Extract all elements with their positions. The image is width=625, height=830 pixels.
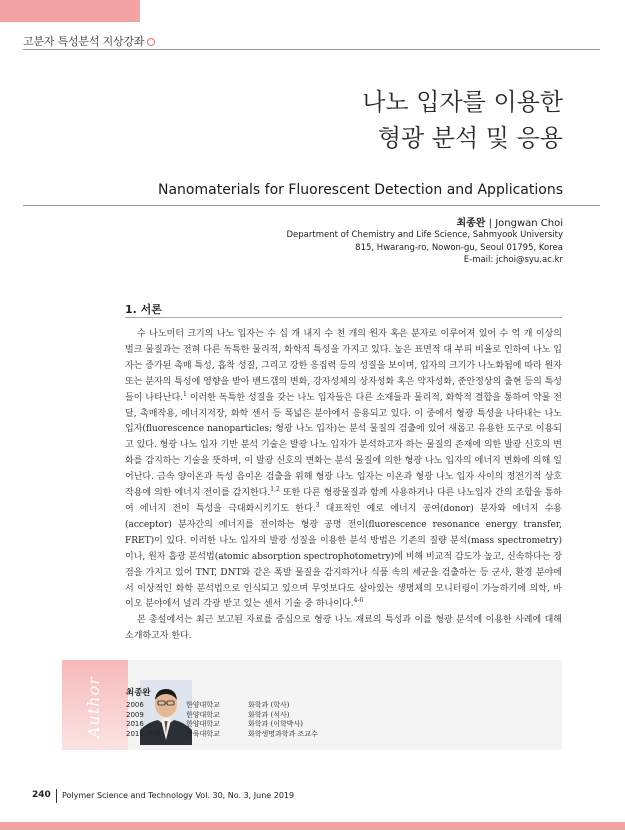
bio-row: 2006 한양대학교 화학과 (학사) xyxy=(126,701,290,709)
author-side-tab xyxy=(62,660,128,750)
author-side-label: Author xyxy=(84,676,103,738)
affiliation-address: 815, Hwarang-ro, Nowon-gu, Seoul 01795, Korea xyxy=(355,242,563,253)
top-divider xyxy=(23,49,600,50)
bio-row: 2016 한양대학교 화학과 (이학박사) xyxy=(126,720,304,729)
korean-title xyxy=(362,84,563,156)
bio-name: 최종완 xyxy=(126,688,151,698)
section-heading: 1. 서론 xyxy=(125,303,162,316)
title-divider xyxy=(23,205,600,206)
circle-bullet-icon xyxy=(147,38,155,46)
corner-accent xyxy=(0,0,140,22)
footer-separator xyxy=(56,789,57,803)
journal-citation: Polymer Science and Technology Vol. 30, No. 3, June 2019 xyxy=(62,791,295,800)
korean-title-line-1: 나노 입자를 이용한 xyxy=(362,88,563,116)
paragraph-1: 수 나노미터 크기의 나노 입자는 수 십 개 내지 수 천 개의 원자 혹은 분자로 이루어져 있어 수 억 개 이상의 벌크 물질과는 전혀 다른 독특한 물리적, 화학적 특성을 가지고 있다. 높은 표면적 대 부피 비율로 인하여 나노 입자는 증가된 촉매 특성, 흡착 성질, 그리고 강한 응집력 등의 성질을 보이며, 입자의 크기가 나노화됨에 따라 원자 또는 분자의 특성에 영향을 받아 밴드갭의 변화, 강자성체의 상자성화 혹은 약자성화, 준안정상의 출현 등의 특성들이 나타난다.$^1$ 이러한 독특한 성질을 갖는 나노 입자들은 다른 소재들과 물리적, 화학적 결합을 통하여 약물 전달, 촉매작용, 에너지저장, 화학 센서 등 폭넓은 분야에서 응용되고 있다. 이 중에서 형광 특성을 나타내는 나노 입자(fluorescence nanoparticles; 형광 나노 입자)는 분석 물질의 검출에 있어 새롭고 유용한 도구로 이용되고 있다. 형광 나노 입자 기반 분석 기술은 발광 나노 입자가 분석하고자 하는 물질의 존재에 의한 발광 신호의 변화를 감지하는 기술을 뜻하며, 이 발광 신호의 변화는 분석 물질에 의한 형광 나노 입자의 에너지 변화에 의해 일어난다. 금속 양이온과 독성 음이온 검출을 위해 형광 나노 입자는 이온과 형광 나노 입자 사이의 정전기적 상호작용에 의한 에너지 전이를 감지한다.$^{1,2}$ 또한 다른 형광물질과 함께 사용하거나 다른 나노입자 간의 조합을 통하여 에너지 전이 특성을 극대화시키기도 한다.$^3$ 대표적인 예로 에너지 공여(donor) 분자와 에너지 수용(acceptor) 분자간의 에너지를 전이하는 형광 공명 전이(fluorescence resonance energy transfer, FRET)이 있다. 이러한 나노 입자의 발광 성질을 이용한 분석 방법은 기존의 질량 분석(mass spectrometry)이나, 원자 흡광 분석법(atomic absorption spectrophotometry)에 비해 비교적 감도가 높고, 신속하다는 장점을 가지고 있어 TNT, DNT와 같은 폭발 물질을 감지하거나 식품 속의 세균을 검출하는 등 군사, 환경 분야에서 이상적인 화학 분석법으로 인식되고 있으며 무엇보다도 살아있는 생명체의 모니터링이 가능하기에 의학, 바이오 분야에서 널리 각광 받고 있는 센서 기술 중 하나이다.$^{4-6}$ xyxy=(125,329,563,610)
footer-accent xyxy=(0,822,625,830)
author-name-en: Jongwan Choi xyxy=(495,218,563,229)
english-title: Nanomaterials for Fluorescent Detection and Applications xyxy=(158,182,563,198)
body-text xyxy=(125,327,562,645)
section-divider xyxy=(125,317,562,318)
korean-title-line-2: 형광 분석 및 응용 xyxy=(377,124,563,152)
page-number: 240 xyxy=(32,790,51,800)
bio-row: 2016-현재 삼육대학교 화학생명과학과 조교수 xyxy=(126,730,318,739)
author-byline: 최종완 | Jongwan Choi xyxy=(456,218,563,229)
author-affiliation xyxy=(287,229,564,267)
series-label: 고분자 특성분석 지상강좌 xyxy=(23,33,155,49)
affiliation-email: E-mail: jchoi@syu.ac.kr xyxy=(463,255,563,265)
bio-row: 2009 한양대학교 화학과 (석사) xyxy=(126,710,290,719)
author-name-kr: 최종완 xyxy=(456,218,486,229)
paragraph-2: 본 총설에서는 최근 보고된 자료를 중심으로 형광 나노 재료의 특성과 이를 형광 분석에 이용한 사례에 대해 소개하고자 한다. xyxy=(125,615,562,642)
bio-table xyxy=(126,701,318,740)
affiliation-dept: Department of Chemistry and Life Science, Sahmyook University xyxy=(286,230,563,240)
